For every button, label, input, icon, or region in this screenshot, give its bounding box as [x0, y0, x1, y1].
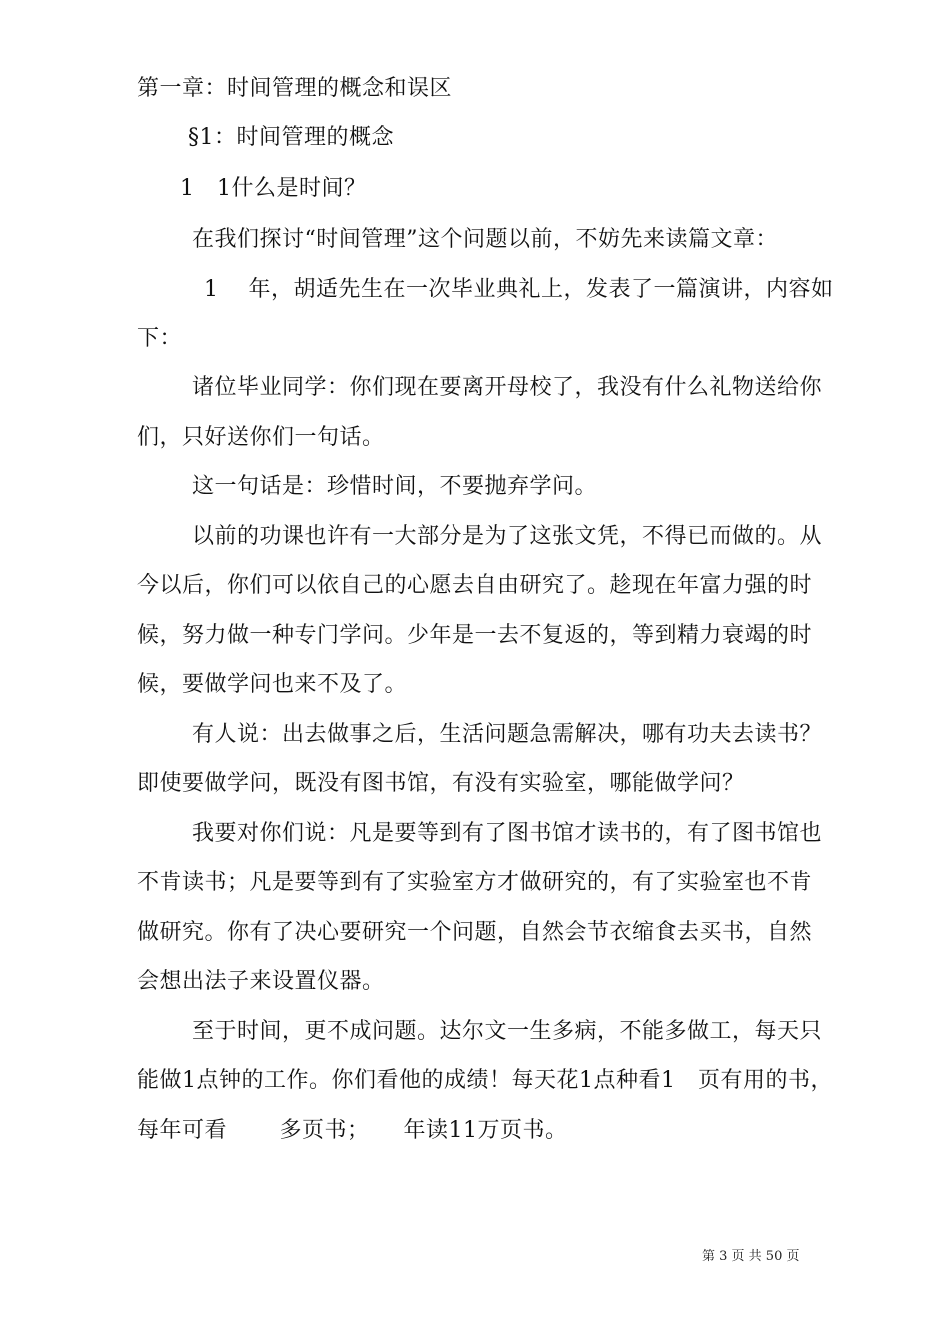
paragraph-8-line-2: 能做1点钟的工作。你们看他的成绩！每天花1点种看1 页有用的书， — [137, 1068, 833, 1093]
page-indicator: 第 3 页 共 50 页 — [702, 1249, 800, 1264]
paragraph-7-line-2: 不肯读书；凡是要等到有了实验室方才做研究的，有了实验室也不肯 — [137, 870, 813, 895]
paragraph-5-line-1: 以前的功课也许有一大部分是为了这张文凭，不得已而做的。从 — [192, 524, 823, 549]
paragraph-7-line-1: 我要对你们说：凡是要等到有了图书馆才读书的，有了图书馆也 — [192, 821, 823, 846]
paragraph-4-line-1: 这一句话是：珍惜时间，不要抛弃学问。 — [192, 474, 598, 499]
paragraph-2-line-2: 下： — [137, 326, 183, 351]
paragraph-2-line-1: 1 年，胡适先生在一次毕业典礼上，发表了一篇演讲，内容如 — [204, 277, 834, 302]
paragraph-3-line-1: 诸位毕业同学：你们现在要离开母校了，我没有什么礼物送给你 — [192, 375, 823, 400]
paragraph-8-line-1: 至于时间，更不成问题。达尔文一生多病，不能多做工，每天只 — [192, 1019, 823, 1044]
section-title: §1：时间管理的概念 — [188, 125, 394, 150]
paragraph-5-line-2: 今以后，你们可以依自己的心愿去自由研究了。趁现在年富力强的时 — [137, 573, 813, 598]
paragraph-7-line-4: 会想出法子来设置仪器。 — [137, 969, 385, 994]
subsection-title: 1 1什么是时间？ — [180, 176, 367, 201]
paragraph-5-line-3: 候，努力做一种专门学问。少年是一去不复返的，等到精力衰竭的时 — [137, 623, 813, 648]
paragraph-7-line-3: 做研究。你有了决心要研究一个问题，自然会节衣缩食去买书，自然 — [137, 920, 813, 945]
paragraph-8-line-3: 每年可看 多页书； 年读11万页书。 — [137, 1118, 568, 1143]
paragraph-6-line-1: 有人说：出去做事之后，生活问题急需解决，哪有功夫去读书？ — [192, 722, 823, 747]
paragraph-6-line-2: 即使要做学问，既没有图书馆，有没有实验室，哪能做学问？ — [137, 771, 745, 796]
chapter-title: 第一章：时间管理的概念和误区 — [137, 76, 453, 101]
paragraph-1-line-1: 在我们探讨“时间管理”这个问题以前，不妨先来读篇文章： — [192, 227, 778, 252]
paragraph-3-line-2: 们，只好送你们一句话。 — [137, 425, 385, 450]
paragraph-5-line-4: 候，要做学问也来不及了。 — [137, 672, 408, 697]
